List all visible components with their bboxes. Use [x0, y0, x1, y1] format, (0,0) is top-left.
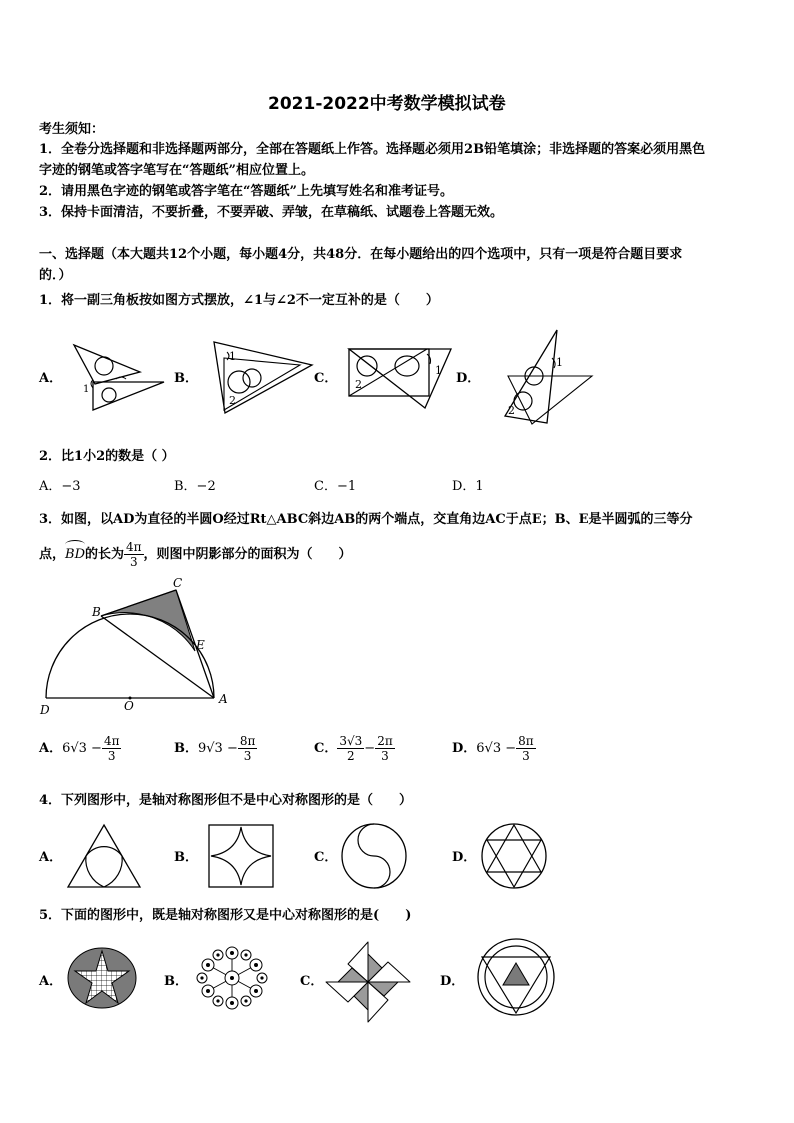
q3-length-den: 3	[129, 555, 138, 569]
q5-figure-c	[324, 940, 412, 1024]
q4-option-d-label: D．	[452, 850, 477, 865]
q1-option-d-label: D．	[456, 371, 481, 386]
q1-b-mark-1: 1	[229, 350, 236, 363]
q1-figure-d	[500, 328, 600, 428]
q1-c-mark-2: 2	[355, 378, 362, 391]
section-heading-cont: 的．）	[39, 268, 72, 283]
q5-figure-a	[66, 945, 142, 1011]
q1-c-mark-1: 1	[435, 364, 442, 377]
q3-point-d: D	[40, 703, 50, 717]
q2-stem: 2．比1小2的数是（ ）	[39, 449, 175, 464]
q3-option-d: D．6√3 − $\frac{8\pi}{3}$	[452, 734, 534, 763]
q1-b-mark-2: 2	[229, 394, 236, 407]
q1-figure-a	[72, 342, 172, 417]
q1-stem: 1．将一副三角板按如图方式摆放，∠1与∠2不一定互补的是（ ）	[39, 293, 439, 308]
q5-option-a-label: A．	[39, 974, 63, 989]
q3-figure	[38, 578, 238, 718]
notice-line-1: 1．全卷分选择题和非选择题两部分，全部在答题纸上作答。选择题必须用2B铅笔填涂；非选择题的答案必须用黑色	[39, 142, 706, 157]
q3-point-o: O	[124, 699, 134, 713]
q3-arc-label: BD	[65, 547, 85, 562]
q3-option-b: B．9√3 − $\frac{8\pi}{3}$	[174, 734, 256, 763]
q3-stem-line-2	[39, 536, 352, 574]
q2-option-b: B．−2	[174, 479, 216, 494]
q5-option-b-label: B．	[164, 974, 188, 989]
q3-arc-mark-icon	[65, 540, 85, 549]
q4-figure-a	[66, 823, 142, 889]
q1-option-b-label: B．	[174, 371, 198, 386]
q5-option-c-label: C．	[300, 974, 324, 989]
q3-stem-mid: 的长为	[85, 547, 125, 562]
q3-stem-pre: 点，	[39, 547, 66, 562]
q1-a-mark-1: 1	[83, 384, 90, 395]
q3-stem-post: ，则图中阴影部分的面积为（ ）	[143, 547, 352, 562]
q3-option-c: C． $\frac{3√3}{2}$ − $\frac{2\pi}{3}$	[314, 734, 393, 763]
q4-stem: 4．下列图形中，是轴对称图形但不是中心对称图形的是（ ）	[39, 793, 413, 808]
q3-length-num: 4π	[126, 540, 142, 554]
q5-option-d-label: D．	[440, 974, 465, 989]
q4-figure-d	[480, 822, 548, 890]
q4-option-a-label: A．	[39, 850, 63, 865]
q3-point-b: B	[92, 605, 101, 619]
q5-figure-d	[476, 937, 556, 1017]
notice-heading: 考生须知：	[39, 122, 105, 137]
q1-d-mark-2: 2	[508, 404, 515, 417]
notice-line-2: 字迹的钢笔或答字笔写在“答题纸”相应位置上。	[39, 163, 314, 178]
section-heading: 一、选择题（本大题共12个小题，每小题4分，共48分．在每小题给出的四个选项中，只有一项是符合题目要求	[39, 247, 683, 262]
q2-option-c: C．−1	[314, 479, 357, 494]
notice-line-3: 2．请用黑色字迹的钢笔或答字笔在“答题纸”上先填写姓名和准考证号。	[39, 184, 454, 199]
q5-stem: 5．下面的图形中，既是轴对称图形又是中心对称图形的是( )	[39, 908, 412, 923]
q1-figure-b	[207, 340, 317, 420]
q1-option-c-label: C．	[314, 371, 338, 386]
q1-d-mark-1: 1	[556, 356, 563, 369]
q4-option-c-label: C．	[314, 850, 338, 865]
q2-option-d: D．1	[452, 479, 484, 494]
q1-figure-c	[347, 346, 457, 411]
q4-figure-c	[340, 822, 408, 890]
q1-option-a-label: A．	[39, 371, 63, 386]
q4-figure-b	[207, 823, 275, 889]
q3-stem-line-1: 3．如图，以AD为直径的半圆O经过Rt△ABC斜边AB的两个端点，交直角边AC于点E；B、E是半圆弧的三等分	[39, 512, 693, 527]
page-title: 2021-2022中考数学模拟试卷	[268, 94, 506, 114]
q3-point-a: A	[219, 692, 228, 706]
q3-point-c: C	[173, 576, 183, 590]
q4-option-b-label: B．	[174, 850, 198, 865]
q5-figure-b	[196, 945, 268, 1011]
q3-option-a: A．6√3 − $\frac{4\pi}{3}$	[39, 734, 120, 763]
notice-line-4: 3．保持卡面清洁，不要折叠，不要弄破、弄皱，在草稿纸、试题卷上答题无效。	[39, 205, 504, 220]
q2-option-a: A．−3	[39, 479, 81, 494]
q3-point-e: E	[196, 638, 205, 652]
